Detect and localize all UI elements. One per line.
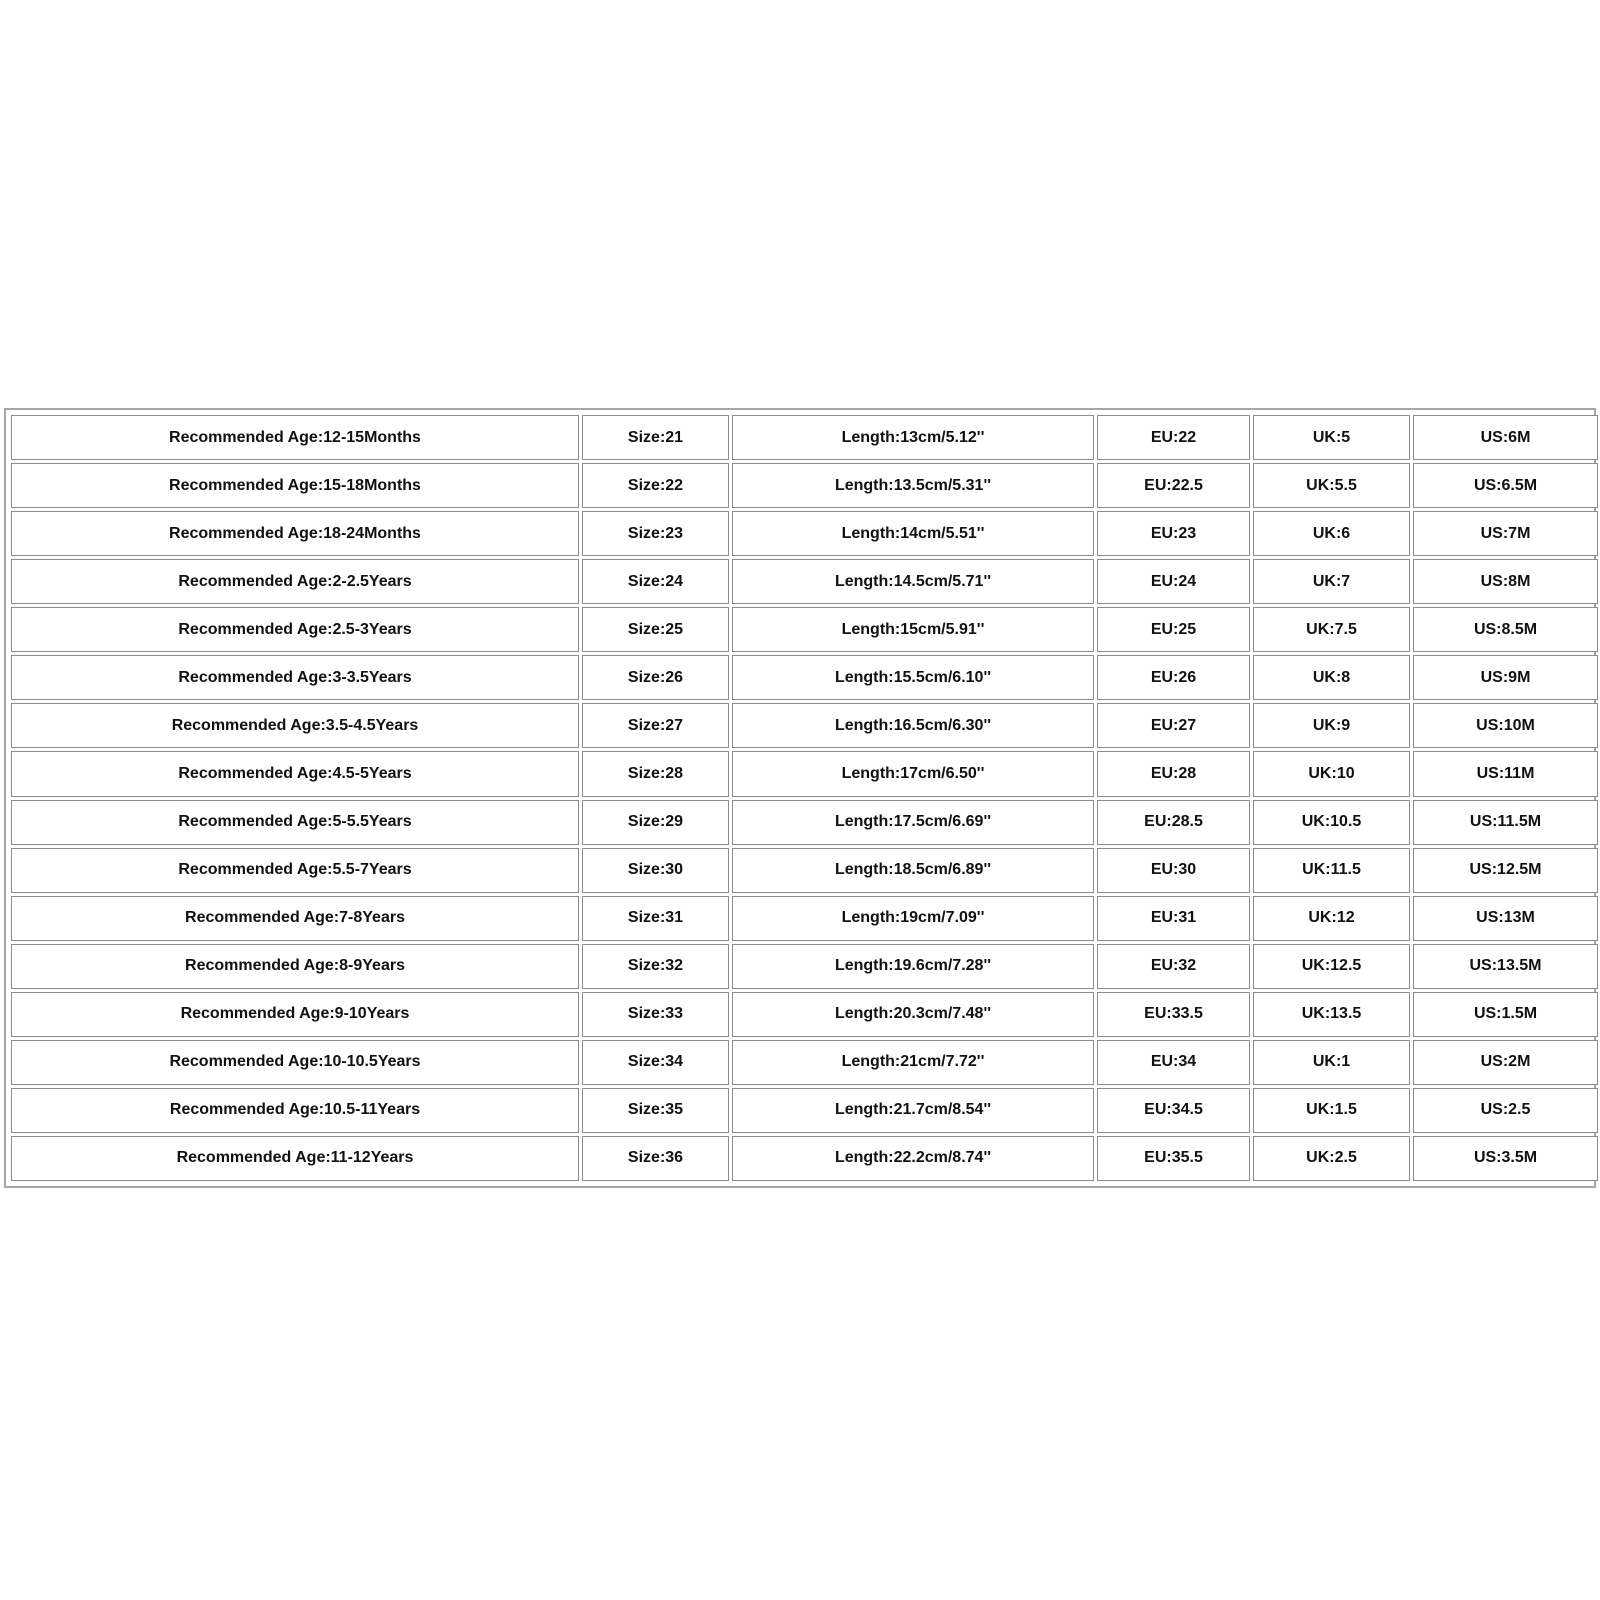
eu-size-cell: EU:31 (1097, 896, 1250, 941)
size-cell: Size:34 (582, 1040, 729, 1085)
uk-size-cell: UK:6 (1253, 511, 1410, 556)
recommended-age-cell: Recommended Age:10-10.5Years (11, 1040, 579, 1085)
recommended-age-cell: Recommended Age:5.5-7Years (11, 848, 579, 893)
table-row (11, 415, 1598, 460)
length-cell: Length:16.5cm/6.30'' (732, 703, 1094, 748)
length-cell: Length:17.5cm/6.69'' (732, 800, 1094, 845)
us-size-cell: US:1.5M (1413, 992, 1598, 1037)
recommended-age-cell: Recommended Age:12-15Months (11, 415, 579, 460)
size-cell: Size:25 (582, 607, 729, 652)
size-cell: Size:27 (582, 703, 729, 748)
size-cell: Size:24 (582, 559, 729, 604)
eu-size-cell: EU:27 (1097, 703, 1250, 748)
recommended-age-cell: Recommended Age:3.5-4.5Years (11, 703, 579, 748)
eu-size-cell: EU:34 (1097, 1040, 1250, 1085)
us-size-cell: US:11.5M (1413, 800, 1598, 845)
table-row (11, 992, 1598, 1037)
recommended-age-cell: Recommended Age:15-18Months (11, 463, 579, 508)
uk-size-cell: UK:5 (1253, 415, 1410, 460)
size-cell: Size:28 (582, 751, 729, 796)
us-size-cell: US:11M (1413, 751, 1598, 796)
length-cell: Length:19cm/7.09'' (732, 896, 1094, 941)
table-row (11, 511, 1598, 556)
size-cell: Size:26 (582, 655, 729, 700)
uk-size-cell: UK:9 (1253, 703, 1410, 748)
length-cell: Length:17cm/6.50'' (732, 751, 1094, 796)
size-cell: Size:30 (582, 848, 729, 893)
us-size-cell: US:3.5M (1413, 1136, 1598, 1181)
recommended-age-cell: Recommended Age:10.5-11Years (11, 1088, 579, 1133)
table-row (11, 607, 1598, 652)
uk-size-cell: UK:8 (1253, 655, 1410, 700)
eu-size-cell: EU:33.5 (1097, 992, 1250, 1037)
uk-size-cell: UK:10 (1253, 751, 1410, 796)
eu-size-cell: EU:26 (1097, 655, 1250, 700)
uk-size-cell: UK:5.5 (1253, 463, 1410, 508)
eu-size-cell: EU:22.5 (1097, 463, 1250, 508)
us-size-cell: US:2M (1413, 1040, 1598, 1085)
table-row (11, 751, 1598, 796)
length-cell: Length:18.5cm/6.89'' (732, 848, 1094, 893)
length-cell: Length:15.5cm/6.10'' (732, 655, 1094, 700)
us-size-cell: US:9M (1413, 655, 1598, 700)
size-chart-table (8, 412, 1600, 1184)
uk-size-cell: UK:13.5 (1253, 992, 1410, 1037)
eu-size-cell: EU:32 (1097, 944, 1250, 989)
recommended-age-cell: Recommended Age:18-24Months (11, 511, 579, 556)
size-chart-table-frame (4, 408, 1596, 1188)
recommended-age-cell: Recommended Age:5-5.5Years (11, 800, 579, 845)
length-cell: Length:15cm/5.91'' (732, 607, 1094, 652)
us-size-cell: US:7M (1413, 511, 1598, 556)
us-size-cell: US:6M (1413, 415, 1598, 460)
table-row (11, 1040, 1598, 1085)
table-row (11, 1088, 1598, 1133)
size-cell: Size:35 (582, 1088, 729, 1133)
table-row (11, 848, 1598, 893)
size-cell: Size:29 (582, 800, 729, 845)
size-cell: Size:23 (582, 511, 729, 556)
length-cell: Length:13cm/5.12'' (732, 415, 1094, 460)
recommended-age-cell: Recommended Age:3-3.5Years (11, 655, 579, 700)
size-cell: Size:33 (582, 992, 729, 1037)
eu-size-cell: EU:22 (1097, 415, 1250, 460)
uk-size-cell: UK:7 (1253, 559, 1410, 604)
table-row (11, 559, 1598, 604)
length-cell: Length:14.5cm/5.71'' (732, 559, 1094, 604)
us-size-cell: US:12.5M (1413, 848, 1598, 893)
uk-size-cell: UK:10.5 (1253, 800, 1410, 845)
length-cell: Length:22.2cm/8.74'' (732, 1136, 1094, 1181)
recommended-age-cell: Recommended Age:9-10Years (11, 992, 579, 1037)
uk-size-cell: UK:12 (1253, 896, 1410, 941)
length-cell: Length:21cm/7.72'' (732, 1040, 1094, 1085)
eu-size-cell: EU:28 (1097, 751, 1250, 796)
length-cell: Length:19.6cm/7.28'' (732, 944, 1094, 989)
recommended-age-cell: Recommended Age:7-8Years (11, 896, 579, 941)
uk-size-cell: UK:11.5 (1253, 848, 1410, 893)
us-size-cell: US:8.5M (1413, 607, 1598, 652)
us-size-cell: US:10M (1413, 703, 1598, 748)
table-row (11, 800, 1598, 845)
size-cell: Size:32 (582, 944, 729, 989)
eu-size-cell: EU:25 (1097, 607, 1250, 652)
recommended-age-cell: Recommended Age:2-2.5Years (11, 559, 579, 604)
uk-size-cell: UK:12.5 (1253, 944, 1410, 989)
length-cell: Length:14cm/5.51'' (732, 511, 1094, 556)
us-size-cell: US:8M (1413, 559, 1598, 604)
table-row (11, 1136, 1598, 1181)
length-cell: Length:20.3cm/7.48'' (732, 992, 1094, 1037)
eu-size-cell: EU:30 (1097, 848, 1250, 893)
table-row (11, 463, 1598, 508)
recommended-age-cell: Recommended Age:11-12Years (11, 1136, 579, 1181)
eu-size-cell: EU:28.5 (1097, 800, 1250, 845)
eu-size-cell: EU:34.5 (1097, 1088, 1250, 1133)
size-cell: Size:31 (582, 896, 729, 941)
table-row (11, 896, 1598, 941)
us-size-cell: US:13M (1413, 896, 1598, 941)
recommended-age-cell: Recommended Age:8-9Years (11, 944, 579, 989)
size-cell: Size:36 (582, 1136, 729, 1181)
table-row (11, 703, 1598, 748)
us-size-cell: US:13.5M (1413, 944, 1598, 989)
uk-size-cell: UK:2.5 (1253, 1136, 1410, 1181)
recommended-age-cell: Recommended Age:4.5-5Years (11, 751, 579, 796)
recommended-age-cell: Recommended Age:2.5-3Years (11, 607, 579, 652)
table-row (11, 944, 1598, 989)
length-cell: Length:13.5cm/5.31'' (732, 463, 1094, 508)
eu-size-cell: EU:23 (1097, 511, 1250, 556)
uk-size-cell: UK:1.5 (1253, 1088, 1410, 1133)
table-row (11, 655, 1598, 700)
uk-size-cell: UK:7.5 (1253, 607, 1410, 652)
uk-size-cell: UK:1 (1253, 1040, 1410, 1085)
eu-size-cell: EU:24 (1097, 559, 1250, 604)
us-size-cell: US:2.5 (1413, 1088, 1598, 1133)
eu-size-cell: EU:35.5 (1097, 1136, 1250, 1181)
length-cell: Length:21.7cm/8.54'' (732, 1088, 1094, 1133)
size-cell: Size:21 (582, 415, 729, 460)
us-size-cell: US:6.5M (1413, 463, 1598, 508)
size-cell: Size:22 (582, 463, 729, 508)
